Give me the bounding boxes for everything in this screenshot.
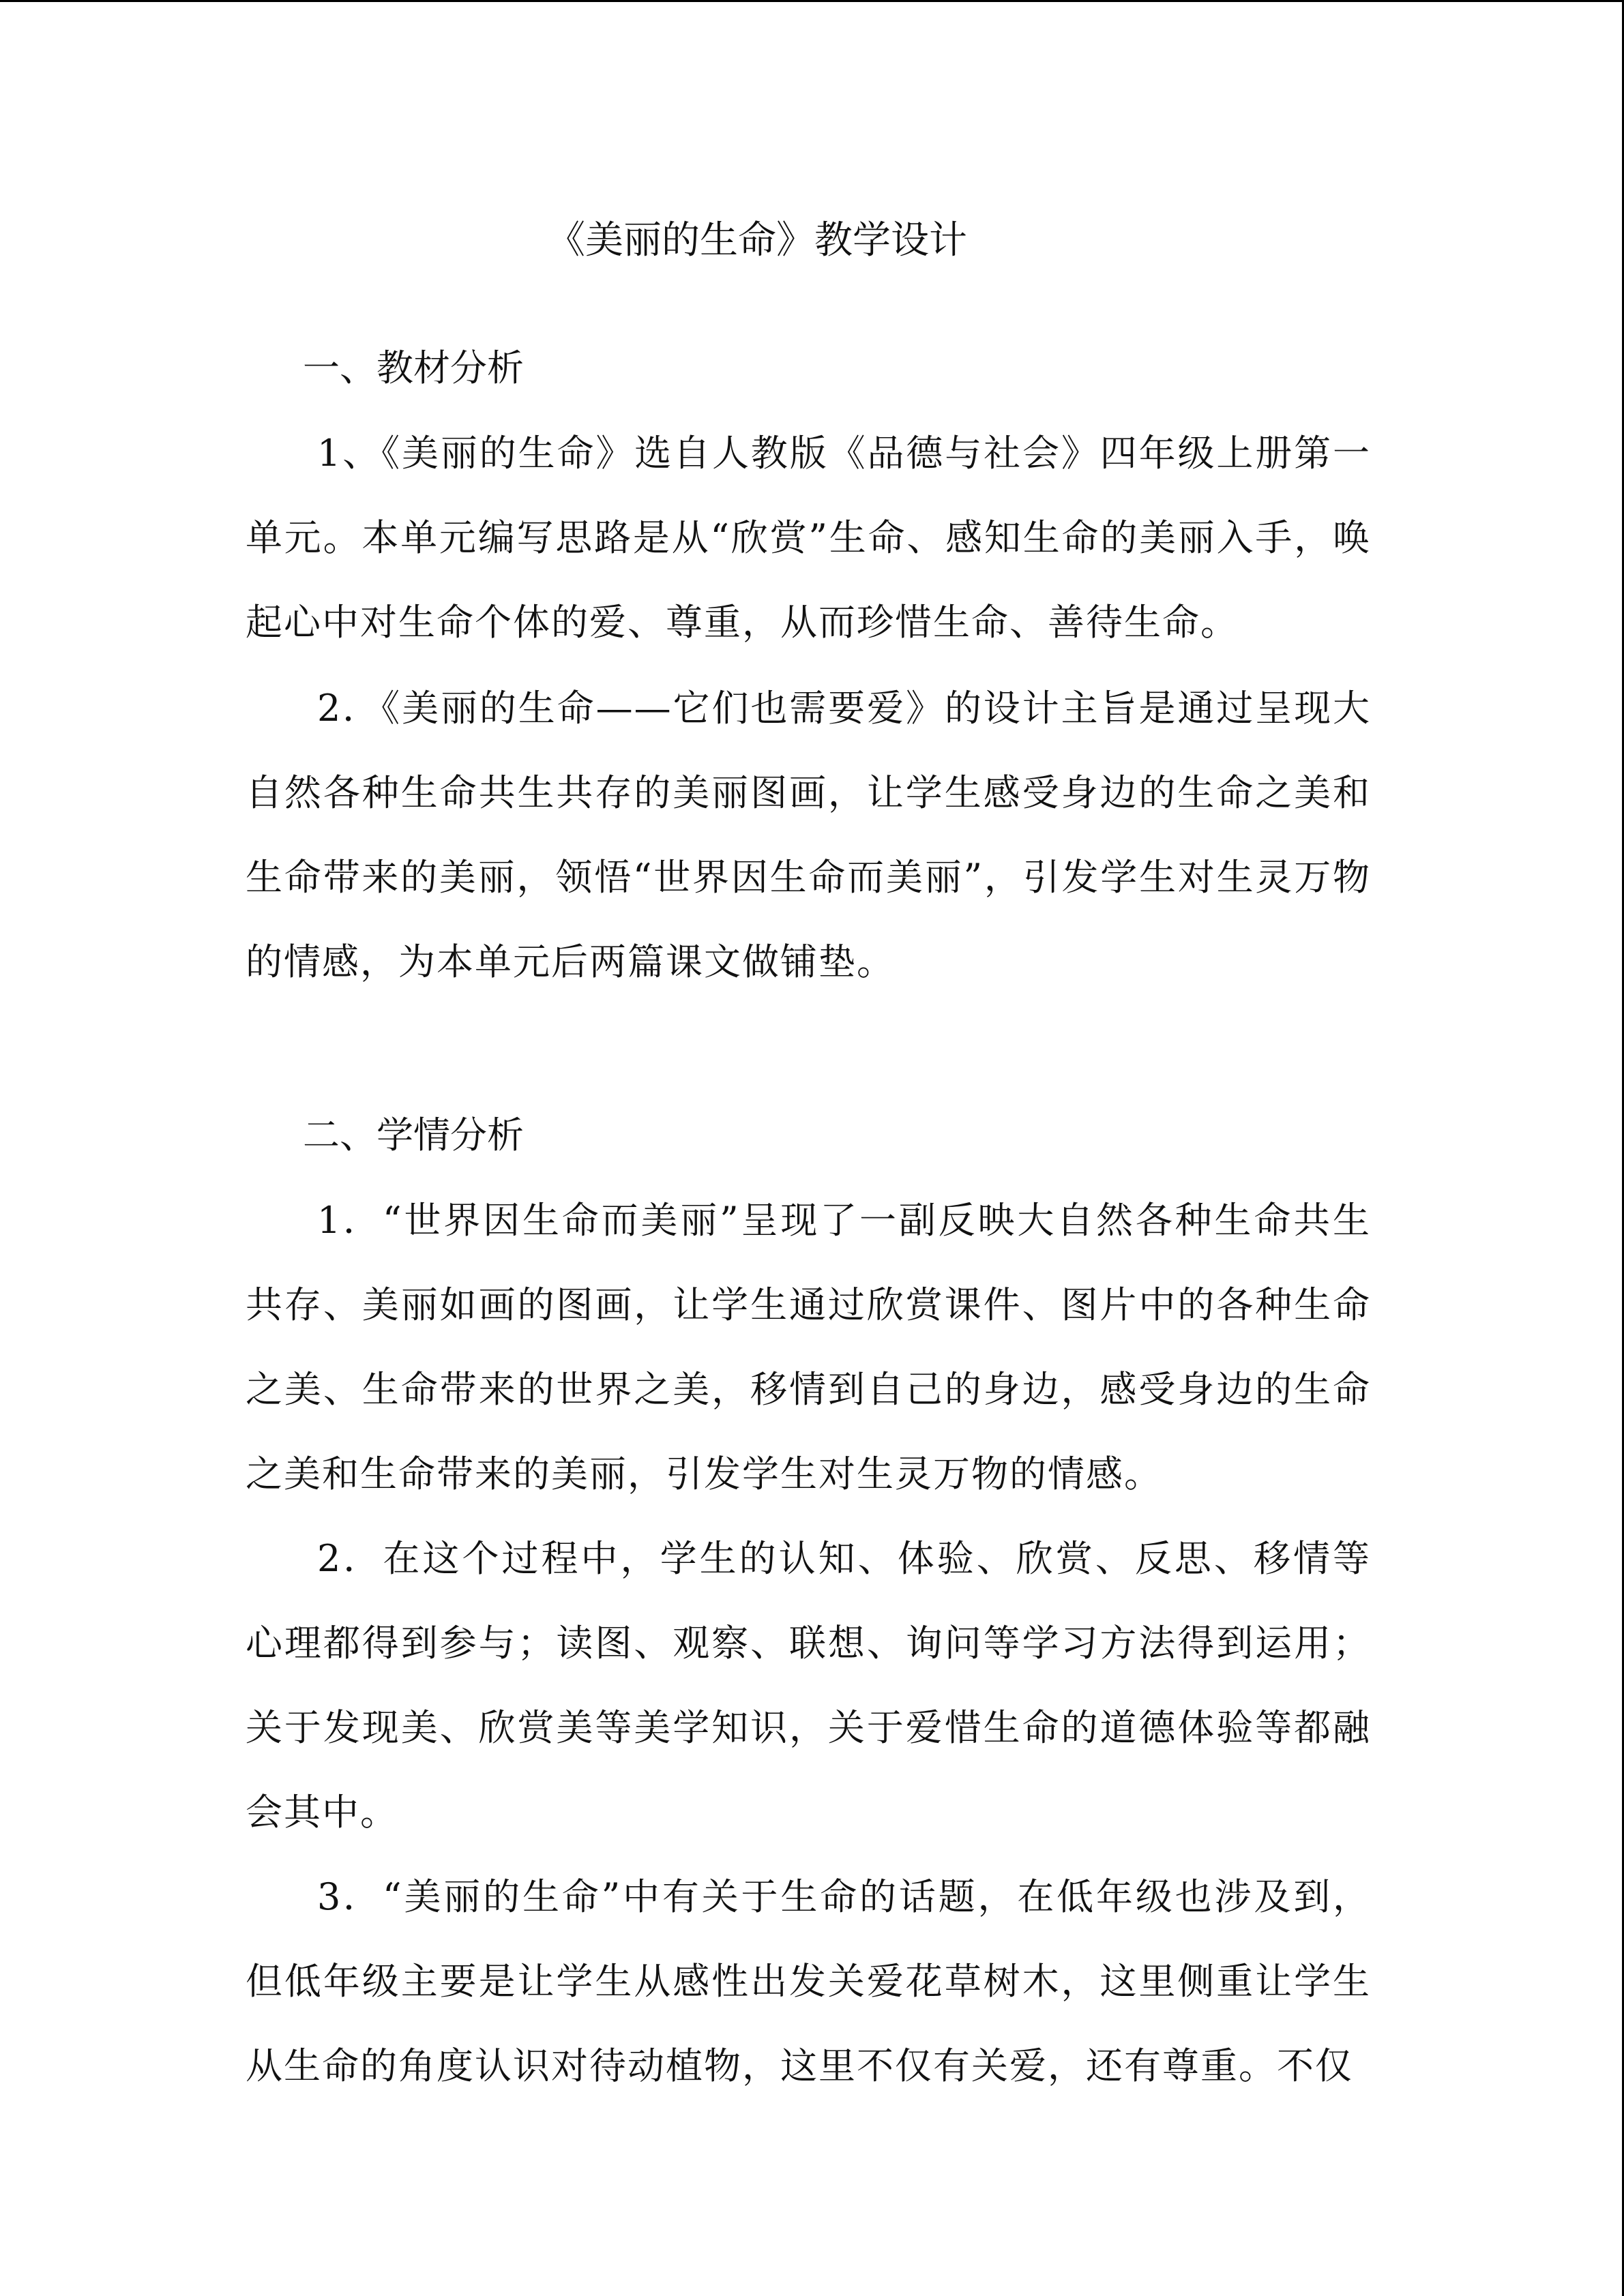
paragraph: 3．“美丽的生命”中有关于生命的话题，在低年级也涉及到，但低年级主要是让学生从感性出发关爱花草树木，这里侧重让学生从生命的角度认识对待动植物，这里不仅有关爱，还有尊重。不仅	[246, 1875, 1371, 2087]
document-title: 《美丽的生命》教学设计	[547, 218, 967, 263]
section-heading-student-analysis: 二、学情分析	[303, 1114, 524, 1157]
paragraph: 1、《美丽的生命》选自人教版《品德与社会》四年级上册第一单元。本单元编写思路是从“欣赏”生命、感知生命的美丽入手，唤起心中对生命个体的爱、尊重，从而珍惜生命、善待生命。	[246, 432, 1371, 644]
paragraph: 1．“世界因生命而美丽”呈现了一副反映大自然各种生命共生共存、美丽如画的图画，让学生通过欣赏课件、图片中的各种生命之美、生命带来的世界之美，移情到自己的身边，感受身边的生命之美和生命带来的美丽，引发学生对生灵万物的情感。	[246, 1199, 1371, 1495]
paragraph: 2．《美丽的生命——它们也需要爱》的设计主旨是通过呈现大自然各种生命共生共存的美丽图画，让学生感受身边的生命之美和生命带来的美丽，领悟“世界因生命而美丽”，引发学生对生灵万物的情感，为本单元后两篇课文做铺垫。	[246, 687, 1371, 983]
section-heading-textbook-analysis: 一、教材分析	[303, 346, 524, 389]
paragraph: 2．在这个过程中，学生的认知、体验、欣赏、反思、移情等心理都得到参与；读图、观察、联想、询问等学习方法得到运用；关于发现美、欣赏美等美学知识，关于爱惜生命的道德体验等都融会其中。	[246, 1537, 1371, 1834]
